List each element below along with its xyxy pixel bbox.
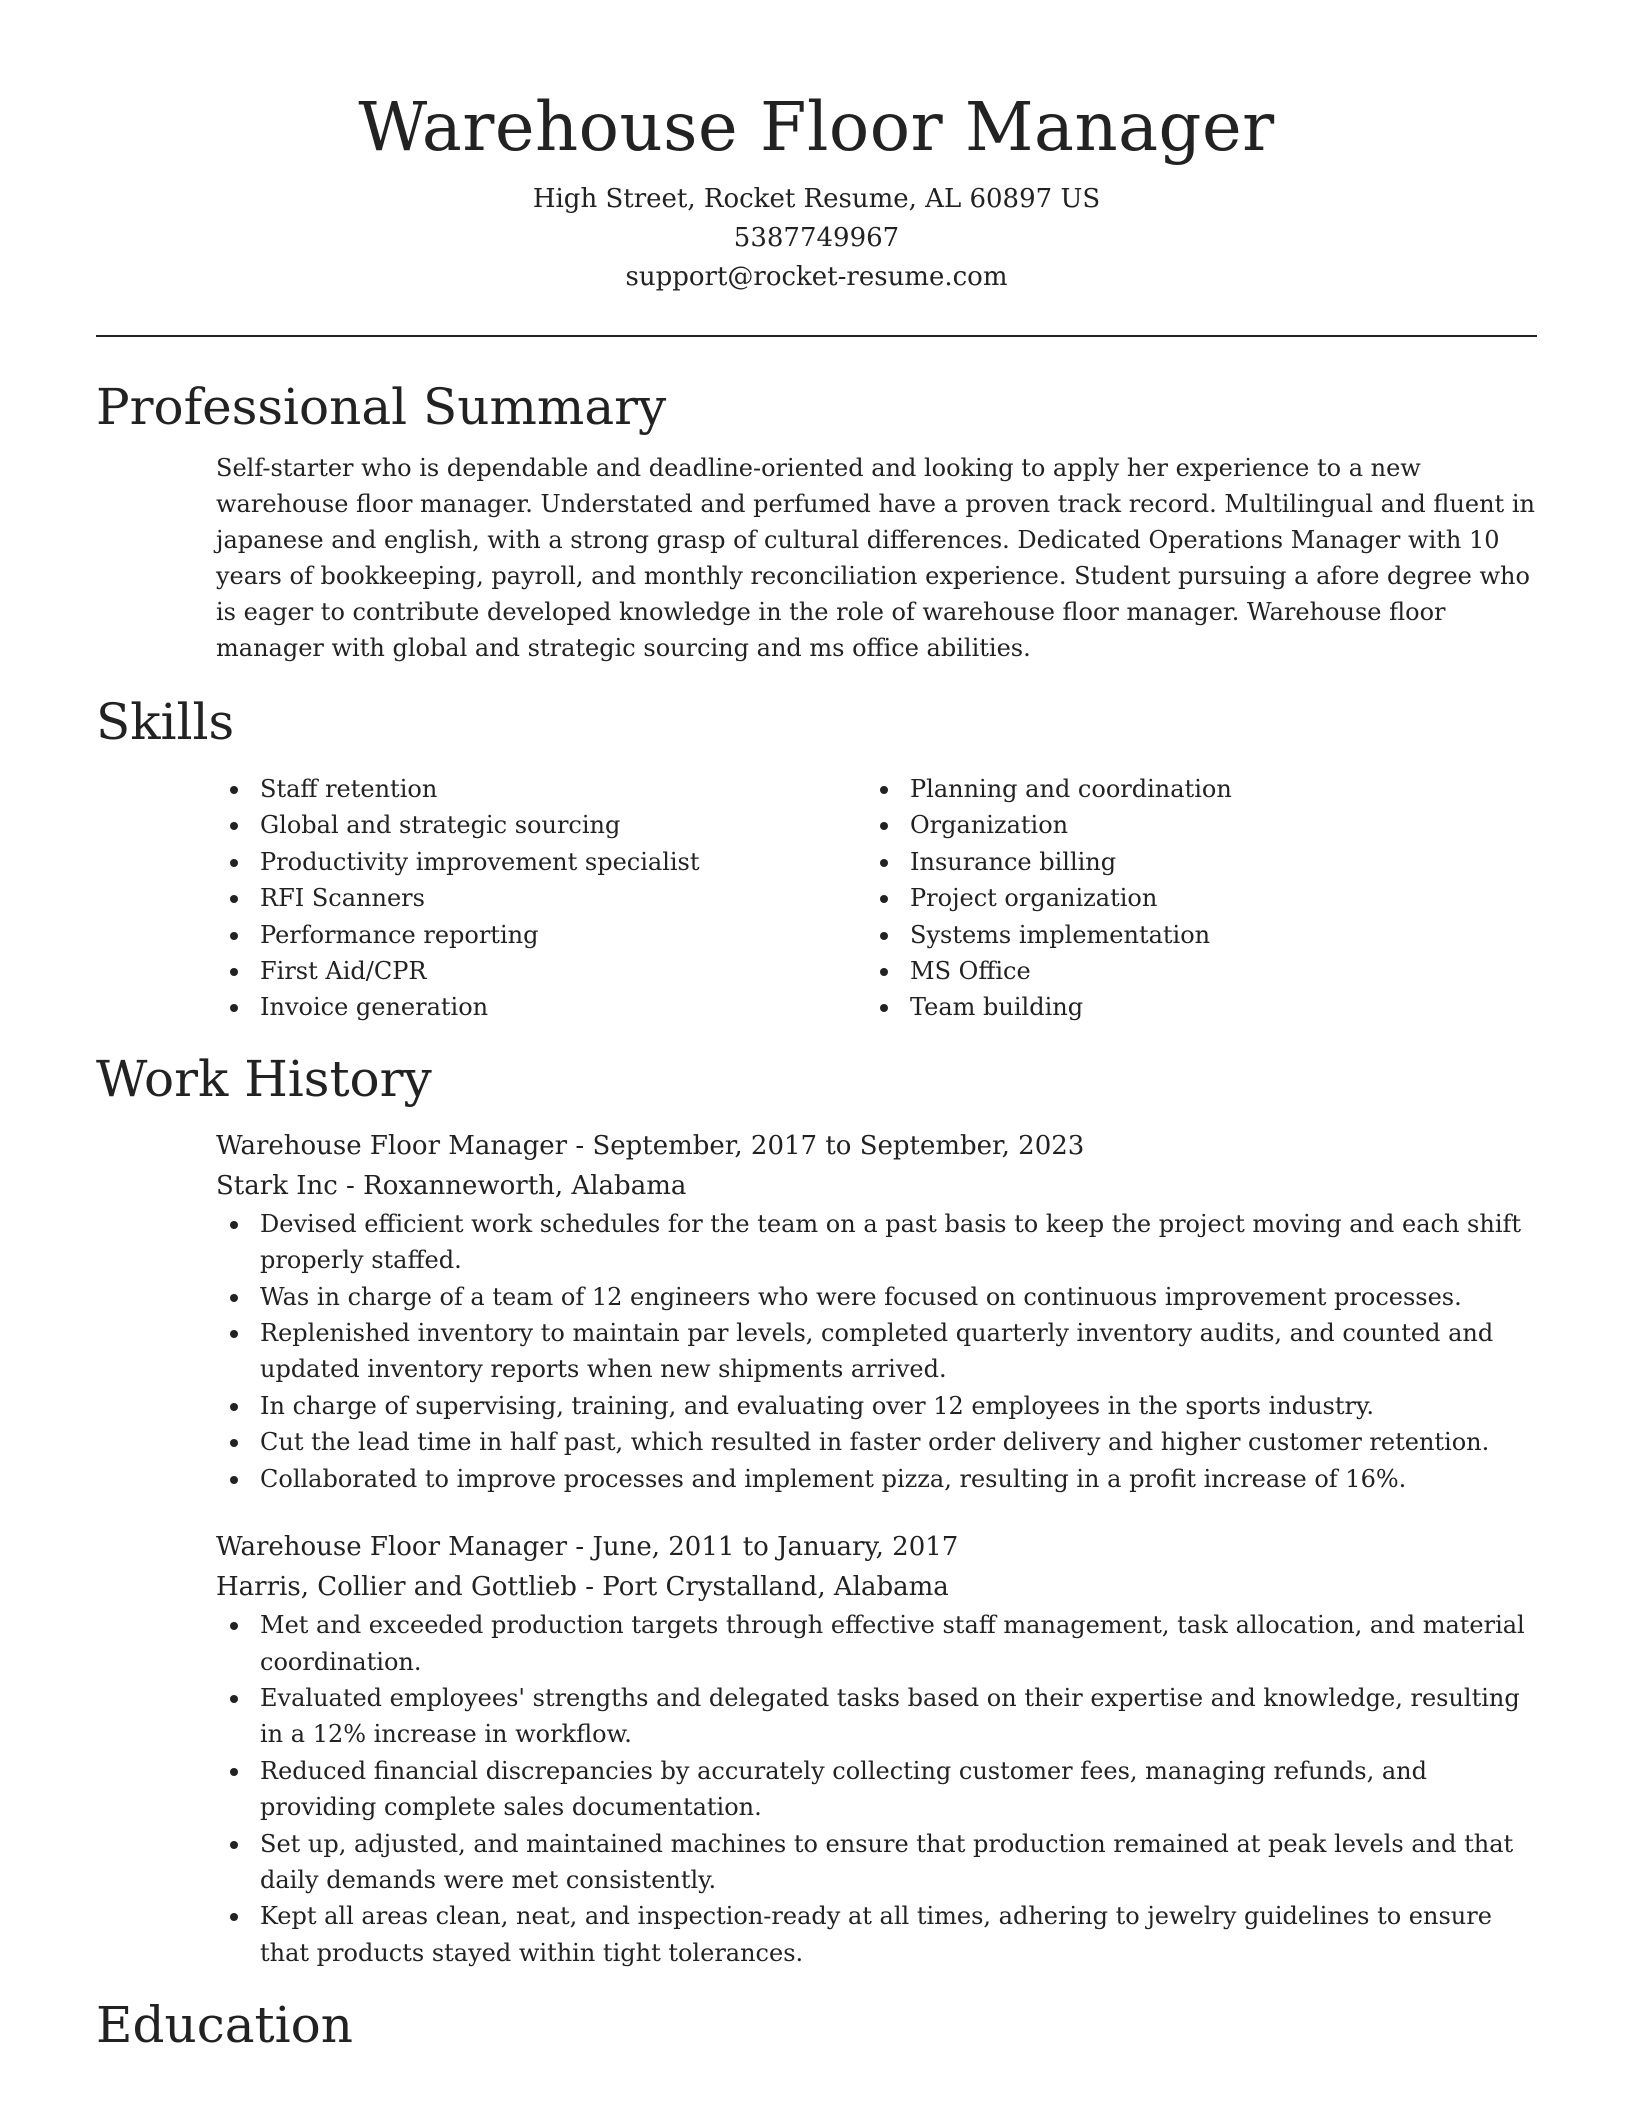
contact-info <box>96 180 1537 297</box>
education-heading: Education <box>96 1996 353 2055</box>
job-location: Roxanneworth, Alabama <box>363 1170 687 1201</box>
job-separator: - <box>567 1532 593 1563</box>
job-bullet: Cut the lead time in half past, which resulted in faster order delivery and higher customer retention. <box>216 1424 1537 1460</box>
skills-columns <box>216 771 1537 1026</box>
skill-item: Organization <box>866 807 1516 843</box>
skill-item: Staff retention <box>216 771 866 807</box>
skill-item: Project organization <box>866 880 1516 916</box>
job-separator: - <box>567 1130 593 1161</box>
skill-item: Global and strategic sourcing <box>216 807 866 843</box>
skill-item: Planning and coordination <box>866 771 1516 807</box>
skill-item: RFI Scanners <box>216 880 866 916</box>
job-entry <box>216 1126 1537 1497</box>
job-bullet: Replenished inventory to maintain par levels, completed quarterly inventory audits, and counted and updated inventory reports when new shipments arrived. <box>216 1315 1537 1388</box>
resume-page <box>96 0 1537 2058</box>
summary-text: Self-starter who is dependable and deadline-oriented and looking to apply her experience to a new warehouse floor manager. Understated and perfumed have a proven track record. Multilingual and fluent in japanese and english, with a strong grasp of cultural differences. Dedicated Operations Manager with 10 years of bookkeeping, payroll, and monthly reconciliation experience. Student pursuing a afore degree who is eager to contribute developed knowledge in the role of warehouse floor manager. Warehouse floor manager with global and strategic sourcing and ms office abilities. <box>216 454 1535 662</box>
skill-item: Performance reporting <box>216 917 866 953</box>
contact-phone: 5387749967 <box>733 223 900 253</box>
skills-heading: Skills <box>96 693 235 751</box>
job-bullet: Collaborated to improve processes and implement pizza, resulting in a profit increase of 16%. <box>216 1461 1537 1497</box>
job-bullet: Kept all areas clean, neat, and inspection-ready at all times, adhering to jewelry guidelines to ensure that products stayed within tight tolerances. <box>216 1898 1537 1971</box>
skills-list-left <box>216 771 866 1026</box>
work-history-heading: Work History <box>96 1049 432 1108</box>
job-bullet-list <box>216 1206 1537 1497</box>
contact-email: support@rocket-resume.com <box>625 262 1008 292</box>
contact-address: High Street, Rocket Resume, AL 60897 US <box>532 184 1101 214</box>
job-company-line <box>216 1567 1537 1607</box>
skill-item: Invoice generation <box>216 989 866 1025</box>
header-divider <box>96 335 1537 337</box>
job-bullet: Evaluated employees' strengths and delegated tasks based on their expertise and knowledge, resulting in a 12% increase in workflow. <box>216 1680 1537 1753</box>
job-dates: June, 2011 to January, 2017 <box>592 1532 959 1563</box>
skills-list-right <box>866 771 1516 1026</box>
job-bullet: Was in charge of a team of 12 engineers who were focused on continuous improvement processes. <box>216 1279 1537 1315</box>
job-bullet: Set up, adjusted, and maintained machines to ensure that production remained at peak levels and that daily demands were met consistently. <box>216 1826 1537 1899</box>
job-bullet: In charge of supervising, training, and evaluating over 12 employees in the sports industry. <box>216 1388 1537 1424</box>
resume-header <box>96 0 1537 297</box>
skill-item: First Aid/CPR <box>216 953 866 989</box>
skill-item: Team building <box>866 989 1516 1025</box>
job-company: Stark Inc <box>216 1170 338 1201</box>
job-title-line <box>216 1527 1537 1567</box>
job-bullet: Met and exceeded production targets through effective staff management, task allocation, and material coordination. <box>216 1607 1537 1680</box>
skills-section <box>216 771 1537 1026</box>
job-company-line <box>216 1166 1537 1206</box>
skill-item: MS Office <box>866 953 1516 989</box>
skill-item: Systems implementation <box>866 917 1516 953</box>
resume-name: Warehouse Floor Manager <box>358 88 1275 166</box>
job-separator: - <box>337 1170 364 1201</box>
job-location: Port Crystalland, Alabama <box>602 1572 949 1603</box>
job-entry <box>216 1527 1537 1971</box>
job-bullet: Reduced financial discrepancies by accurately collecting customer fees, managing refunds, and providing complete sales documentation. <box>216 1753 1537 1826</box>
job-company: Harris, Collier and Gottlieb <box>216 1572 577 1603</box>
summary-heading: Professional Summary <box>96 378 667 436</box>
job-separator: - <box>576 1572 603 1603</box>
work-history-section <box>216 1126 1537 1971</box>
job-role: Warehouse Floor Manager <box>216 1532 568 1563</box>
job-bullet-list <box>216 1607 1537 1971</box>
skill-item: Productivity improvement specialist <box>216 844 866 880</box>
job-bullet: Devised efficient work schedules for the team on a past basis to keep the project moving and each shift properly staffed. <box>216 1206 1537 1279</box>
skills-column-left <box>216 771 866 1026</box>
job-title-line <box>216 1126 1537 1166</box>
skills-column-right <box>866 771 1516 1026</box>
skill-item: Insurance billing <box>866 844 1516 880</box>
job-role: Warehouse Floor Manager <box>216 1130 568 1161</box>
job-dates: September, 2017 to September, 2023 <box>592 1130 1085 1161</box>
